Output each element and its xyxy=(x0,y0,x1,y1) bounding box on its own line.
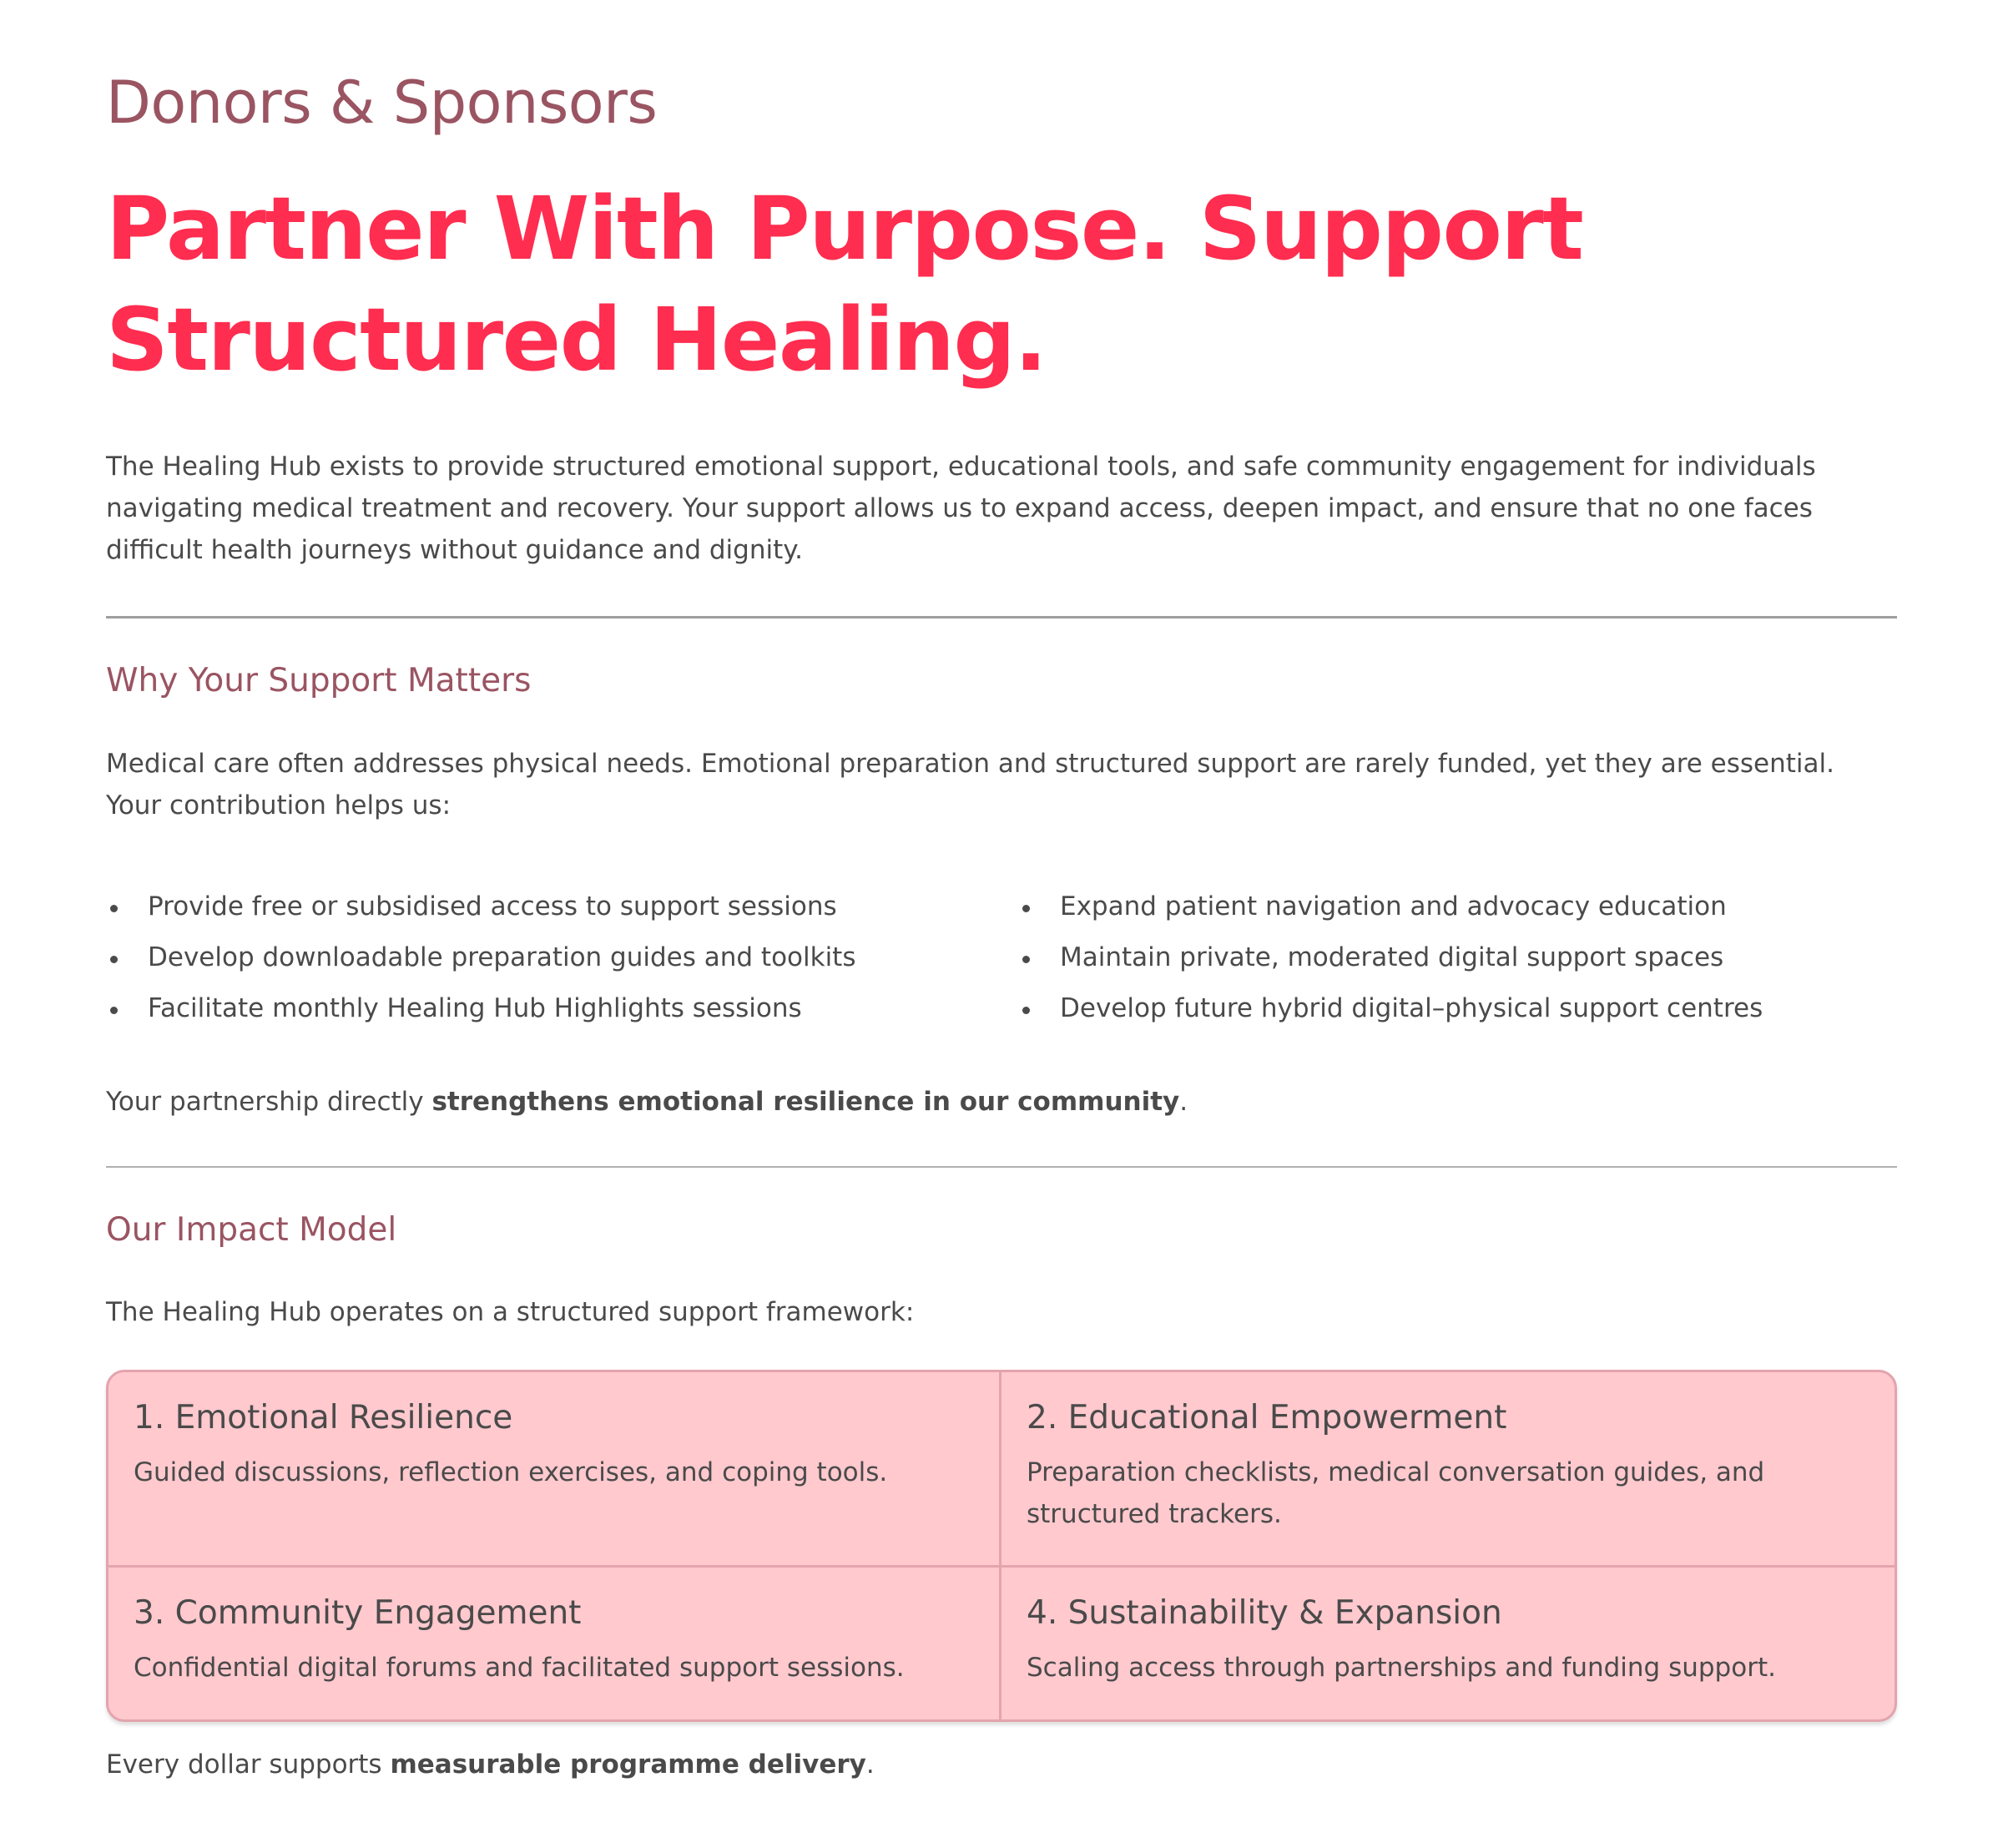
funding-statement xyxy=(106,1744,1897,1785)
impact-card-text: Guided discussions, reflection exercises, and coping tools. xyxy=(134,1457,888,1488)
list-item: Develop downloadable preparation guides and toolkits xyxy=(106,932,985,983)
partnership-prefix: Your partnership directly xyxy=(106,1086,432,1117)
impact-card-sustainability-expansion xyxy=(1002,1568,1895,1719)
impact-card-text: Scaling access through partnerships and funding support. xyxy=(1027,1653,1776,1684)
list-item: Facilitate monthly Healing Hub Highlights sessions xyxy=(106,983,985,1034)
funding-emphasis: measurable programme delivery xyxy=(390,1750,866,1780)
list-item: Provide free or subsidised access to support sessions xyxy=(106,881,985,932)
funding-suffix: . xyxy=(865,1750,875,1780)
section-divider xyxy=(106,1166,1897,1168)
section-title-impact: Our Impact Model xyxy=(106,1210,397,1249)
bullet-column-left xyxy=(106,881,985,1034)
bullet-column-right xyxy=(1018,881,1897,1034)
list-item: Maintain private, moderated digital support spaces xyxy=(1018,932,1897,983)
impact-model-grid xyxy=(106,1370,1897,1722)
impact-card-title: 3. Community Engagement xyxy=(134,1594,582,1633)
section-title-why: Why Your Support Matters xyxy=(106,661,532,699)
impact-card-title: 2. Educational Empowerment xyxy=(1027,1399,1507,1437)
why-paragraph: Medical care often addresses physical needs. Emotional preparation and structured support are rarely funded, yet they are essential. Your contribution helps us: xyxy=(106,748,1835,820)
impact-card-title: 1. Emotional Resilience xyxy=(134,1399,513,1437)
impact-card-emotional-resilience xyxy=(108,1372,1002,1568)
support-bullet-list xyxy=(106,881,1897,1034)
partnership-statement xyxy=(106,1081,1897,1123)
impact-card-text: Preparation checklists, medical conversation guides, and structured trackers. xyxy=(1027,1457,1765,1530)
page-title: Partner With Purpose. Support Structured Healing. xyxy=(106,177,1583,391)
impact-card-text: Confidential digital forums and facilitated support sessions. xyxy=(134,1653,905,1684)
impact-model-section xyxy=(106,1211,1897,1786)
impact-card-educational-empowerment xyxy=(1002,1372,1895,1568)
impact-paragraph: The Healing Hub operates on a structured support framework: xyxy=(106,1297,915,1328)
impact-card-community-engagement xyxy=(108,1568,1002,1719)
list-item: Expand patient navigation and advocacy education xyxy=(1018,881,1897,932)
section-divider xyxy=(106,616,1897,619)
page-eyebrow: Donors & Sponsors xyxy=(106,68,658,137)
partnership-suffix: . xyxy=(1179,1086,1188,1117)
funding-prefix: Every dollar supports xyxy=(106,1750,391,1780)
why-support-section xyxy=(106,662,1897,1123)
list-item: Develop future hybrid digital–physical support centres xyxy=(1018,983,1897,1034)
impact-card-title: 4. Sustainability & Expansion xyxy=(1027,1594,1502,1633)
partnership-emphasis: strengthens emotional resilience in our community xyxy=(431,1086,1180,1117)
intro-paragraph: The Healing Hub exists to provide structured emotional support, educational tools, and safe community engagement for individuals navigating medical treatment and recovery. Your support allows us to expand access, deepen impact, and ensure that no one faces difficult health journeys without guidance and dignity. xyxy=(106,451,1816,565)
